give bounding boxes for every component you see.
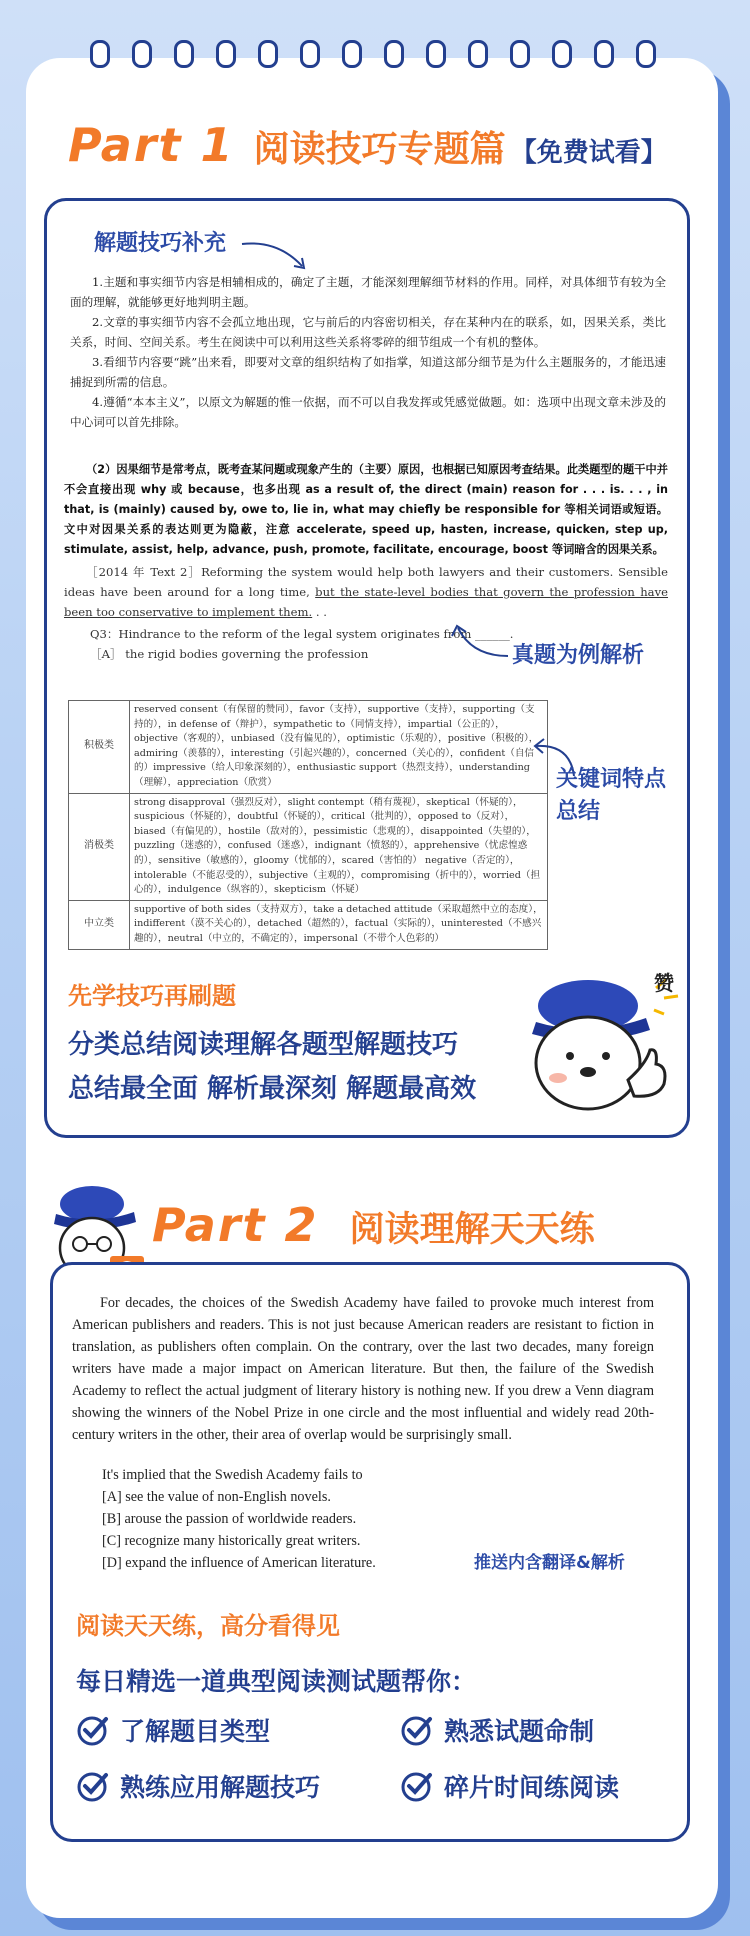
part1-heading: [68, 118, 667, 172]
part2-promo-heading: 阅读天天练，高分看得见: [76, 1612, 340, 1640]
reading-question: [102, 1464, 376, 1574]
keywords-callout-line: 关键词特点: [556, 767, 667, 792]
part1-promo-line: 分类总结阅读理解各题型解题技巧: [68, 1030, 459, 1060]
part1-free-tag: 【免费试看】: [510, 138, 667, 168]
part1-label: Part 1: [68, 118, 235, 172]
cause-effect-text: （2）因果细节是常考点，既考查某问题或现象产生的（主要）原因，也根据已知原因考查结果。此类题型的题干中并不会直接出现 why 或 because，也多出现 as a result of, the direct (main) reason for . . . is. . . , in that, is (mainly) caused by, owe to, lie in, what may chiefly be responsible for 等相关词语或短语。文中对因果关系的表达则更为隐蔽，注意 accelerate, speed up, hasten, increase, quicken, step up, stimulate, assist, help, advance, push, promote, facilitate, encourage, boost 等词暗含的因果关系。: [64, 463, 668, 556]
table-cell: reserved consent（有保留的赞同），favor（支持），supportive（支持），supporting（支持的），in defense of（辩护），sympathetic to（同情支持），impartial（公正的），objective（客观的），unbiased（没有偏见的），optimistic（乐观的），positive（积极的），admiring（羡慕的），interesting（引起兴趣的），concerned（关心的），confident（自信的）impressive（给人印象深刻的），enthusiastic support（热烈支持），understanding（理解），appreciation（欣赏）: [130, 701, 548, 794]
check-circle-icon: [400, 1713, 434, 1747]
exam-underlined: but the state-level bodies that govern the profession have been too conservative to implement them.: [64, 585, 669, 619]
keywords-callout-line: 总结: [556, 799, 601, 824]
mascot-thumbs-up-icon: [518, 968, 688, 1118]
part1-promo-heading: 先学技巧再刷题: [68, 982, 236, 1010]
question-option: [B] arouse the passion of worldwide readers.: [102, 1511, 357, 1527]
table-category: 中立类: [69, 900, 130, 949]
reading-passage: [72, 1292, 654, 1446]
check-item: [400, 1712, 594, 1748]
check-circle-icon: [400, 1769, 434, 1803]
part2-subtitle: 阅读理解天天练: [349, 1210, 595, 1250]
check-item-label: 碎片时间练阅读: [444, 1773, 620, 1802]
question-option: [C] recognize many historically great writers.: [102, 1533, 361, 1549]
q3-text: Q3：Hindrance to the reform of the legal system originates from: [90, 627, 472, 641]
tip-item: 1.主题和事实细节内容是相辅相成的，确定了主题，才能深刻理解细节材料的作用。同样，对具体细节有较为全面的理解，就能够更好地判明主题。: [70, 275, 666, 309]
part2-label: Part 2: [152, 1198, 319, 1252]
cause-effect-paragraph: [64, 460, 668, 560]
check-circle-icon: [76, 1713, 110, 1747]
table-cell: supportive of both sides（支持双方），take a detached attitude（采取超然中立的态度），indifferent（漠不关心的），detached（超然的），factual（实际的），uninterested（不感兴趣的），neutral（中立的，不确定的），impersonal（不带个人色彩的）: [130, 900, 548, 949]
table-cell: strong disapproval（强烈反对），slight contempt（稍有蔑视），skeptical（怀疑的），suspicious（怀疑的），doubtful（怀疑的），critical（批判的），opposed to（反对），biased（有偏见的），hostile（敌对的），pessimistic（悲观的），disappointed（失望的），puzzling（迷惑的），confused（迷惑），indignant（愤怒的），apprehensive（忧虑惶惑的），sensitive（敏感的），gloomy（忧郁的），scared（害怕的） negative（否定的），intolerable（不能忍受的），subjective（主观的），compromising（折中的），worried（担心的），indulgence（纵容的），skepticism（怀疑）: [130, 793, 548, 900]
check-item-label: 熟悉试题命制: [444, 1717, 595, 1746]
q3-option: ［A］ the rigid bodies governing the profession: [90, 647, 369, 661]
part2-promo-line: 每日精选一道典型阅读测试题帮你：: [76, 1667, 477, 1696]
part2-heading: [152, 1198, 595, 1252]
curved-arrow-icon: [238, 236, 318, 276]
exam-example: [64, 562, 668, 622]
check-item: [76, 1712, 270, 1748]
table-row: [69, 900, 548, 949]
curved-arrow-icon: [448, 622, 518, 662]
table-row: [69, 793, 548, 900]
tip-item: 2.文章的事实细节内容不会孤立地出现，它与前后的内容密切相关，存在某种内在的联系，如，因果关系，类比关系，时间、空间关系。考生在阅读中可以利用这些关系将零碎的细节组成一个有机的整体。: [70, 315, 666, 349]
question-stem: It's implied that the Swedish Academy fails to: [102, 1467, 363, 1483]
table-category: 消极类: [69, 793, 130, 900]
table-row: [69, 701, 548, 794]
tips-title: 解题技巧补充: [94, 231, 227, 256]
check-item: [400, 1768, 619, 1804]
mascot-caption: 赞: [654, 971, 674, 995]
push-note: 推送内含翻译&解析: [474, 1553, 625, 1573]
check-circle-icon: [76, 1769, 110, 1803]
passage-text: For decades, the choices of the Swedish Academy have failed to provoke much interest from American publishers and readers. This is not just because American readers are resistant to fiction in translation, as publishers often complain. On the contrary, over the last two decades, many foreign writers have made a major impact on American literature. But then, the failure of the Swedish Academy to reflect the actual judgment of literary history is nothing new. If you drew a Venn diagram showing the winners of the Nobel Prize in one circle and the most influential and widely read 20th-century writers in the other, their area of overlap would be surprisingly small.: [72, 1295, 654, 1443]
tip-item: 3.看细节内容要“跳”出来看，即要对文章的组织结构了如指掌，知道这部分细节是为什么主题服务的，才能迅速捕捉到所需的信息。: [70, 355, 666, 389]
keywords-callout: [556, 764, 666, 828]
example-callout: 真题为例解析: [512, 643, 645, 668]
keyword-table: [68, 700, 548, 950]
question-option: [D] expand the influence of American literature.: [102, 1555, 376, 1571]
q3-blank: ______.: [475, 627, 514, 641]
check-item-label: 熟练应用解题技巧: [120, 1773, 321, 1802]
check-item-label: 了解题目类型: [120, 1717, 271, 1746]
table-category: 积极类: [69, 701, 130, 794]
part1-subtitle: 阅读技巧专题篇: [253, 129, 506, 170]
check-item: [76, 1768, 320, 1804]
tip-item: 4.遵循“本本主义”，以原文为解题的惟一依据，而不可以自我发挥或凭感觉做题。如：选项中出现文章未涉及的中心词可以首先排除。: [70, 395, 666, 429]
exam-tail: . .: [312, 605, 327, 619]
exam-lead: ［2014 年 Text 2］Reforming the system would help both lawyers and their customers. Sensible ideas have been around for a long time,: [64, 565, 668, 599]
question-option: [A] see the value of non-English novels.: [102, 1489, 331, 1505]
tips-list: [70, 272, 666, 432]
part1-promo-line: 总结最全面 解析最深刻 解题最高效: [68, 1074, 477, 1104]
